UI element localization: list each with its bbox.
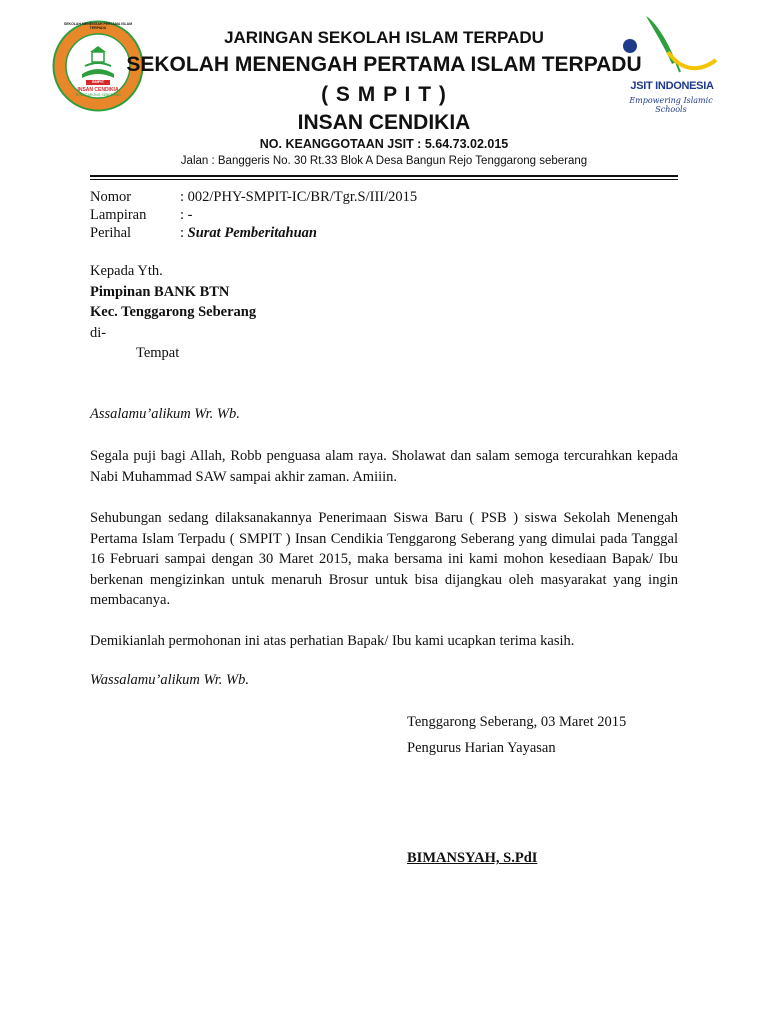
- recipient-name: Pimpinan BANK BTN: [90, 284, 230, 300]
- body-paragraph-1: Segala puji bagi Allah, Robb penguasa alam raya. Sholawat dan salam semoga tercurahkan kepada Nabi Muhammad SAW sampai akhir zaman. Amiiin.: [90, 448, 678, 485]
- header-address: Jalan : Banggeris No. 30 Rt.33 Blok A Desa Bangun Rejo Tenggarong seberang: [180, 155, 588, 167]
- meta-lampiran-label: Lampiran: [90, 207, 147, 223]
- header-divider-thick: [90, 175, 678, 177]
- meta-perihal-colon: :: [180, 225, 188, 241]
- header-abbreviation: ( S M P I T ): [321, 83, 447, 106]
- school-logo-center-text: INSAN CENDIKIA: [77, 87, 119, 93]
- meta-lampiran-value: : -: [180, 207, 193, 223]
- school-logo-sub-text: TENGGARONG SEBERANG: [75, 93, 121, 97]
- recipient-greeting: Kepada Yth.: [90, 263, 163, 279]
- meta-perihal: [90, 225, 317, 242]
- meta-perihal-label: Perihal: [90, 225, 132, 241]
- signature-position: Pengurus Harian Yayasan: [407, 740, 556, 756]
- header-divider-thin: [90, 179, 678, 180]
- school-logo-badge: SMPIT: [91, 79, 105, 84]
- meta-lampiran: [90, 207, 192, 224]
- header-network: JARINGAN SEKOLAH ISLAM TERPADU: [224, 28, 544, 47]
- body-paragraph-2: Sehubungan sedang dilaksanakannya Penerimaan Siswa Baru ( PSB ) siswa Sekolah Menengah Pertama Islam Terpadu ( SMPIT ) Insan Cendikia Tenggarong Seberang yang dimulai pada Tanggal 16 Februari sampai dengan 30 Maret 2015, maka bersama ini kami mohon kesediaan Bapak/ Ibu berkenan mengizinkan untuk menaruh Brosur untuk bisa dijangkau oleh masyarakat yang ingin membacanya.: [90, 510, 678, 608]
- recipient-tempat: Tempat: [136, 345, 180, 361]
- meta-perihal-value: Surat Pemberitahuan: [187, 225, 317, 241]
- signature-name: BIMANSYAH, S.PdI: [407, 850, 538, 866]
- meta-nomor-label: Nomor: [90, 189, 132, 205]
- salutation-closing: Wassalamu’alikum Wr. Wb.: [90, 672, 249, 688]
- header-membership: NO. KEANGGOTAAN JSIT : 5.64.73.02.015: [259, 137, 509, 151]
- salutation-opening: Assalamu’alikum Wr. Wb.: [90, 406, 240, 422]
- jsit-logo-tagline: Empowering Islamic Schools: [629, 96, 713, 114]
- recipient-di: di-: [90, 325, 107, 341]
- school-logo-ring-text: SEKOLAH MENENGAH PERTAMA ISLAM TERPADU: [63, 22, 133, 30]
- body-paragraph-3: Demikianlah permohonan ini atas perhatian Bapak/ Ibu kami ucapkan terima kasih.: [90, 633, 575, 649]
- signature-place-date: Tenggarong Seberang, 03 Maret 2015: [407, 714, 627, 730]
- jsit-logo-title: JSIT INDONESIA: [630, 80, 714, 92]
- meta-nomor: [90, 189, 417, 206]
- recipient-place: Kec. Tenggarong Seberang: [90, 304, 257, 320]
- header-school-name: SEKOLAH MENENGAH PERTAMA ISLAM TERPADU: [126, 53, 642, 76]
- header-institution: INSAN CENDIKIA: [297, 111, 471, 134]
- meta-nomor-value: : 002/PHY-SMPIT-IC/BR/Tgr.S/III/2015: [180, 189, 418, 205]
